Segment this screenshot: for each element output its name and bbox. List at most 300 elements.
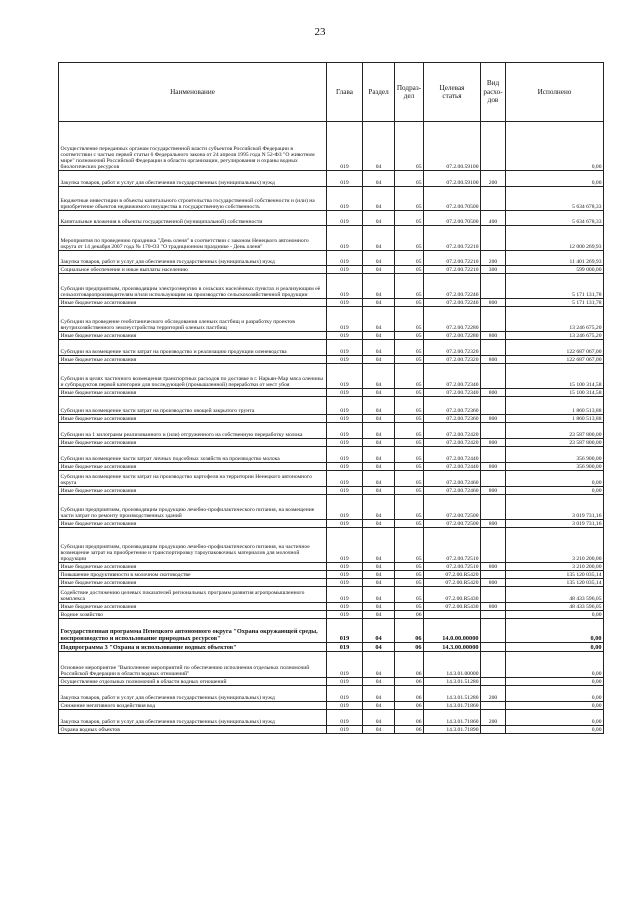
cell-executed: 3 019 731,16 — [506, 520, 604, 528]
cell-razdel: 04 — [363, 251, 395, 266]
cell-expense-type — [481, 643, 506, 652]
cell-podrazdel: 06 — [395, 611, 424, 619]
table-row — [59, 603, 604, 611]
cell-razdel: 04 — [363, 332, 395, 340]
cell-expense-type: 800 — [481, 389, 506, 397]
cell-glava: 019 — [327, 528, 363, 563]
cell-podrazdel: 05 — [395, 340, 424, 356]
cell-executed: 356 900,00 — [506, 447, 604, 463]
table-row — [59, 171, 604, 187]
cell-glava: 019 — [327, 520, 363, 528]
cell-expense-type — [481, 447, 506, 463]
cell-glava: 019 — [327, 423, 363, 439]
cell-podrazdel: 05 — [395, 439, 424, 447]
cell-podrazdel: 05 — [395, 528, 424, 563]
cell-executed: 13 246 675,20 — [506, 332, 604, 340]
cell-podrazdel: 05 — [395, 487, 424, 495]
cell-executed: 0,00 — [506, 686, 604, 702]
table-row — [59, 251, 604, 266]
cell-razdel: 04 — [363, 274, 395, 299]
cell-name: Закупка товаров, работ и услуг для обеспечения государственных (муниципальных) нужд — [59, 710, 327, 726]
cell-name: Иные бюджетные ассигнования — [59, 299, 327, 307]
cell-target-article: 07.2.00.R5420 — [424, 571, 481, 579]
cell-executed: 5 171 131,78 — [506, 274, 604, 299]
cell-podrazdel: 05 — [395, 495, 424, 520]
cell-expense-type — [481, 397, 506, 415]
cell-glava: 019 — [327, 389, 363, 397]
table-row — [59, 439, 604, 447]
cell-podrazdel: 06 — [395, 726, 424, 734]
table-row — [59, 471, 604, 487]
cell-target-article: 07.2.00.72460 — [424, 471, 481, 487]
cell-glava: 019 — [327, 251, 363, 266]
cell-name: Закупка товаров, работ и услуг для обеспечения государственных (муниципальных) нужд — [59, 686, 327, 702]
cell-glava: 019 — [327, 340, 363, 356]
cell-razdel: 04 — [363, 187, 395, 211]
cell-expense-type — [481, 226, 506, 251]
cell-podrazdel: 05 — [395, 571, 424, 579]
cell-podrazdel: 05 — [395, 447, 424, 463]
table-row — [59, 415, 604, 423]
cell-expense-type — [481, 528, 506, 563]
cell-glava: 019 — [327, 299, 363, 307]
table-row — [59, 619, 604, 643]
cell-glava: 019 — [327, 571, 363, 579]
cell-target-article: 07.2.00.72460 — [424, 487, 481, 495]
cell-executed: 5 171 131,78 — [506, 299, 604, 307]
cell-target-article: 07.2.00.72320 — [424, 356, 481, 364]
cell-podrazdel: 05 — [395, 415, 424, 423]
cell-executed: 599 000,00 — [506, 266, 604, 274]
table-row — [59, 122, 604, 171]
cell-executed: 1 860 513,88 — [506, 415, 604, 423]
table-row — [59, 571, 604, 579]
cell-target-article: 07.2.00.72280 — [424, 332, 481, 340]
cell-executed: 0,00 — [506, 171, 604, 187]
cell-target-article: 07.2.00.72420 — [424, 439, 481, 447]
cell-expense-type — [481, 571, 506, 579]
cell-executed: 1 860 513,88 — [506, 397, 604, 415]
cell-podrazdel: 05 — [395, 587, 424, 603]
cell-glava: 019 — [327, 307, 363, 332]
cell-name: Иные бюджетные ассигнования — [59, 487, 327, 495]
cell-name: Основное мероприятие "Выполнение мероприятий по обеспечению исполнения отдельных полномочий Российской Федерации в области водных отношений" — [59, 652, 327, 678]
cell-razdel: 04 — [363, 619, 395, 643]
table-row — [59, 678, 604, 686]
cell-target-article: 07.2.00.59100 — [424, 122, 481, 171]
cell-target-article: 07.2.00.72340 — [424, 389, 481, 397]
header-podrazdel: Подраз- дел — [395, 63, 424, 122]
cell-podrazdel: 05 — [395, 356, 424, 364]
cell-razdel: 04 — [363, 397, 395, 415]
cell-name: Осуществление переданных органам государственной власти субъектов Российской Федерации в соответствии с частью первой статьи 6 Федерального закона от 24 апреля 1995 года N 52-ФЗ "О животном мире" полномочий Российской Федерации в области организации, регулирования и охраны водных биологических ресурсов — [59, 122, 327, 171]
table-row — [59, 487, 604, 495]
cell-glava: 019 — [327, 643, 363, 652]
table-row — [59, 226, 604, 251]
table-row — [59, 643, 604, 652]
cell-expense-type — [481, 423, 506, 439]
cell-razdel: 04 — [363, 447, 395, 463]
table-row — [59, 364, 604, 389]
cell-expense-type — [481, 122, 506, 171]
cell-name: Закупка товаров, работ и услуг для обеспечения государственных (муниципальных) нужд — [59, 171, 327, 187]
cell-executed: 3 019 731,16 — [506, 495, 604, 520]
cell-razdel: 04 — [363, 528, 395, 563]
cell-expense-type: 800 — [481, 439, 506, 447]
cell-target-article: 07.2.00.70500 — [424, 187, 481, 211]
header-expense-type: Вид расхо- дов — [481, 63, 506, 122]
header-glava: Глава — [327, 63, 363, 122]
cell-target-article: 14.3.01.51280 — [424, 678, 481, 686]
header-target-article: Целевая статья — [424, 63, 481, 122]
cell-glava: 019 — [327, 187, 363, 211]
cell-razdel: 04 — [363, 702, 395, 710]
cell-expense-type — [481, 187, 506, 211]
cell-razdel: 04 — [363, 299, 395, 307]
cell-glava: 019 — [327, 579, 363, 587]
table-body — [59, 122, 604, 734]
cell-expense-type: 800 — [481, 356, 506, 364]
cell-executed: 0,00 — [506, 619, 604, 643]
cell-glava: 019 — [327, 226, 363, 251]
table-row — [59, 520, 604, 528]
cell-expense-type: 800 — [481, 563, 506, 571]
cell-executed: 5 634 678,33 — [506, 211, 604, 226]
cell-target-article — [424, 611, 481, 619]
cell-executed: 0,00 — [506, 471, 604, 487]
cell-expense-type: 800 — [481, 299, 506, 307]
cell-expense-type: 200 — [481, 710, 506, 726]
cell-expense-type — [481, 495, 506, 520]
cell-expense-type: 200 — [481, 251, 506, 266]
cell-executed: 15 100 314,58 — [506, 364, 604, 389]
cell-target-article: 07.2.00.72340 — [424, 364, 481, 389]
cell-target-article: 07.2.00.72240 — [424, 299, 481, 307]
table-row — [59, 495, 604, 520]
cell-name: Субсидии в целях частичного возмещения транспортных расходов по доставке в г. Нарьян-Мар мяса оленины и субпродуктов первой категории для последующей (промышленной) переработки от мест убоя — [59, 364, 327, 389]
cell-glava: 019 — [327, 487, 363, 495]
cell-target-article: 07.2.00.72500 — [424, 520, 481, 528]
cell-podrazdel: 06 — [395, 710, 424, 726]
cell-expense-type — [481, 702, 506, 710]
cell-razdel: 04 — [363, 171, 395, 187]
cell-executed: 0,00 — [506, 487, 604, 495]
cell-target-article: 07.2.00.72510 — [424, 563, 481, 571]
cell-podrazdel: 05 — [395, 389, 424, 397]
table-row — [59, 211, 604, 226]
cell-target-article: 07.2.00.72500 — [424, 495, 481, 520]
cell-razdel: 04 — [363, 122, 395, 171]
cell-executed: 356 900,00 — [506, 463, 604, 471]
cell-glava: 019 — [327, 611, 363, 619]
cell-name: Иные бюджетные ассигнования — [59, 520, 327, 528]
cell-glava: 019 — [327, 171, 363, 187]
table-row — [59, 332, 604, 340]
cell-expense-type — [481, 611, 506, 619]
cell-target-article: 07.2.00.72420 — [424, 423, 481, 439]
table-row — [59, 611, 604, 619]
table-row — [59, 563, 604, 571]
cell-razdel: 04 — [363, 364, 395, 389]
cell-target-article: 14.3.01.71860 — [424, 710, 481, 726]
table-row — [59, 463, 604, 471]
table-row — [59, 587, 604, 603]
cell-name: Субсидии предприятиям, производящим продукцию лечебно-профилактического питания, на возмещение части затрат по ремонту производственных зданий — [59, 495, 327, 520]
cell-razdel: 04 — [363, 211, 395, 226]
cell-razdel: 04 — [363, 571, 395, 579]
cell-name: Иные бюджетные ассигнования — [59, 389, 327, 397]
cell-podrazdel: 05 — [395, 307, 424, 332]
cell-expense-type: 400 — [481, 211, 506, 226]
cell-name: Субсидии на возмещение части затрат на производство картофеля на территории Ненецкого автономного округа — [59, 471, 327, 487]
cell-executed: 135 120 035,14 — [506, 571, 604, 579]
cell-razdel: 04 — [363, 415, 395, 423]
table-row — [59, 702, 604, 710]
cell-glava: 019 — [327, 678, 363, 686]
table-row — [59, 423, 604, 439]
cell-razdel: 04 — [363, 652, 395, 678]
cell-name: Закупка товаров, работ и услуг для обеспечения государственных (муниципальных) нужд — [59, 251, 327, 266]
cell-executed: 122 687 067,00 — [506, 340, 604, 356]
cell-razdel: 04 — [363, 587, 395, 603]
table-row — [59, 356, 604, 364]
cell-glava: 019 — [327, 603, 363, 611]
cell-podrazdel: 05 — [395, 471, 424, 487]
cell-glava: 019 — [327, 122, 363, 171]
cell-razdel: 04 — [363, 439, 395, 447]
cell-glava: 019 — [327, 397, 363, 415]
cell-target-article: 07.2.00.72210 — [424, 226, 481, 251]
cell-razdel: 04 — [363, 487, 395, 495]
cell-glava: 019 — [327, 587, 363, 603]
cell-razdel: 04 — [363, 643, 395, 652]
table-row — [59, 528, 604, 563]
cell-executed: 0,00 — [506, 710, 604, 726]
cell-expense-type — [481, 364, 506, 389]
cell-name: Иные бюджетные ассигнования — [59, 332, 327, 340]
cell-target-article: 07.2.00.72360 — [424, 415, 481, 423]
cell-name: Иные бюджетные ассигнования — [59, 415, 327, 423]
cell-glava: 019 — [327, 463, 363, 471]
cell-razdel: 04 — [363, 579, 395, 587]
cell-razdel: 04 — [363, 307, 395, 332]
cell-expense-type: 800 — [481, 520, 506, 528]
cell-podrazdel: 05 — [395, 266, 424, 274]
cell-executed: 12 000 269,93 — [506, 226, 604, 251]
cell-glava: 019 — [327, 266, 363, 274]
cell-name: Субсидии на возмещение части затрат на производство и реализацию продукции оленеводства — [59, 340, 327, 356]
cell-podrazdel: 05 — [395, 520, 424, 528]
cell-podrazdel: 05 — [395, 364, 424, 389]
cell-razdel: 04 — [363, 686, 395, 702]
cell-target-article: 14.0.00.00000 — [424, 619, 481, 643]
cell-podrazdel: 06 — [395, 652, 424, 678]
cell-razdel: 04 — [363, 340, 395, 356]
cell-expense-type — [481, 307, 506, 332]
cell-target-article: 07.2.00.R5430 — [424, 587, 481, 603]
cell-name: Государственная программа Ненецкого автономного округа "Охрана окружающей среды, воспроизводство и использование природных ресурсов" — [59, 619, 327, 643]
cell-razdel: 04 — [363, 389, 395, 397]
cell-target-article: 14.3.01.00000 — [424, 652, 481, 678]
table-row — [59, 299, 604, 307]
table-row — [59, 397, 604, 415]
table-row — [59, 307, 604, 332]
cell-glava: 019 — [327, 274, 363, 299]
cell-razdel: 04 — [363, 495, 395, 520]
cell-podrazdel: 05 — [395, 187, 424, 211]
cell-target-article: 07.2.00.72210 — [424, 266, 481, 274]
cell-podrazdel: 05 — [395, 423, 424, 439]
cell-expense-type — [481, 340, 506, 356]
cell-target-article: 07.2.00.59100 — [424, 171, 481, 187]
cell-podrazdel: 05 — [395, 251, 424, 266]
cell-expense-type: 800 — [481, 579, 506, 587]
cell-name: Иные бюджетные ассигнования — [59, 439, 327, 447]
table-row — [59, 579, 604, 587]
cell-executed: 135 120 035,14 — [506, 579, 604, 587]
cell-expense-type — [481, 678, 506, 686]
cell-name: Субсидии на возмещение части затрат на производство овощей закрытого грунта — [59, 397, 327, 415]
cell-glava: 019 — [327, 686, 363, 702]
cell-expense-type — [481, 726, 506, 734]
table-row — [59, 710, 604, 726]
cell-name: Осуществление отдельных полномочий в области водных отношений — [59, 678, 327, 686]
table-header-row — [59, 63, 604, 122]
cell-razdel: 04 — [363, 726, 395, 734]
cell-expense-type: 800 — [481, 463, 506, 471]
cell-razdel: 04 — [363, 356, 395, 364]
cell-executed: 0,00 — [506, 678, 604, 686]
cell-glava: 019 — [327, 702, 363, 710]
cell-executed: 0,00 — [506, 726, 604, 734]
cell-podrazdel: 06 — [395, 702, 424, 710]
cell-podrazdel: 05 — [395, 211, 424, 226]
cell-podrazdel: 05 — [395, 603, 424, 611]
cell-podrazdel: 06 — [395, 686, 424, 702]
cell-name: Содействие достижению целевых показателей региональных программ развития агропромышленного комплекса — [59, 587, 327, 603]
table-row — [59, 187, 604, 211]
cell-executed: 5 634 678,33 — [506, 187, 604, 211]
cell-podrazdel: 05 — [395, 332, 424, 340]
table-row — [59, 389, 604, 397]
table-row — [59, 686, 604, 702]
cell-target-article: 07.2.00.70500 — [424, 211, 481, 226]
cell-executed: 122 687 067,00 — [506, 356, 604, 364]
cell-name: Субсидии предприятиям, производящим электроэнергию в сельских населённых пунктах и реализующим её сельхозтоваропроизводителям и/или использующим на производство сельскохозяйственной продукции — [59, 274, 327, 299]
cell-name: Подпрограмма 3 "Охрана и использование водных объектов" — [59, 643, 327, 652]
cell-target-article: 07.2.00.72440 — [424, 447, 481, 463]
cell-target-article: 07.2.00.72210 — [424, 251, 481, 266]
cell-podrazdel: 06 — [395, 643, 424, 652]
cell-expense-type — [481, 619, 506, 643]
cell-expense-type: 300 — [481, 266, 506, 274]
cell-name: Субсидии на возмещение части затрат личных подсобных хозяйств на производство молока — [59, 447, 327, 463]
cell-executed: 0,00 — [506, 702, 604, 710]
cell-name: Повышение продуктивности в молочном скотоводстве — [59, 571, 327, 579]
cell-executed: 23 587 800,00 — [506, 423, 604, 439]
cell-podrazdel: 05 — [395, 579, 424, 587]
cell-expense-type — [481, 587, 506, 603]
cell-razdel: 04 — [363, 423, 395, 439]
cell-podrazdel: 05 — [395, 274, 424, 299]
cell-expense-type — [481, 274, 506, 299]
table-row — [59, 274, 604, 299]
cell-target-article: 07.2.00.72280 — [424, 307, 481, 332]
cell-podrazdel: 05 — [395, 463, 424, 471]
cell-target-article: 14.3.01.71860 — [424, 702, 481, 710]
cell-target-article: 07.2.00.R5420 — [424, 579, 481, 587]
cell-target-article: 07.2.00.R5430 — [424, 603, 481, 611]
cell-expense-type — [481, 471, 506, 487]
cell-razdel: 04 — [363, 471, 395, 487]
cell-executed: 0,00 — [506, 611, 604, 619]
cell-expense-type: 800 — [481, 487, 506, 495]
cell-glava: 019 — [327, 710, 363, 726]
header-executed: Исполнено — [506, 63, 604, 122]
cell-podrazdel: 05 — [395, 171, 424, 187]
cell-glava: 019 — [327, 439, 363, 447]
cell-target-article: 14.3.01.51280 — [424, 686, 481, 702]
cell-name: Иные бюджетные ассигнования — [59, 579, 327, 587]
cell-executed: 48 433 596,05 — [506, 587, 604, 603]
table-row — [59, 340, 604, 356]
cell-glava: 019 — [327, 211, 363, 226]
cell-executed: 0,00 — [506, 652, 604, 678]
cell-razdel: 04 — [363, 710, 395, 726]
cell-target-article: 07.2.00.72320 — [424, 340, 481, 356]
cell-glava: 019 — [327, 332, 363, 340]
header-name: Наименование — [59, 63, 327, 122]
cell-name: Бюджетные инвестиции в объекты капитального строительства государственной собственности и (или) на приобретение объектов недвижимого имущества в государственную собственность — [59, 187, 327, 211]
cell-name: Субсидии на 1 килограмм реализованного и (или) отгруженного на собственную переработку молока — [59, 423, 327, 439]
cell-name: Субсидии предприятиям, производящим продукцию лечебно-профилактического питания, на частичное возмещение затрат на приобретение и транспортировку тароупаковочных материалов для молочной продукции — [59, 528, 327, 563]
cell-podrazdel: 05 — [395, 122, 424, 171]
cell-glava: 019 — [327, 356, 363, 364]
cell-glava: 019 — [327, 415, 363, 423]
table-row — [59, 652, 604, 678]
cell-podrazdel: 05 — [395, 299, 424, 307]
cell-name: Мероприятия по проведению праздника "День оленя" в соответствии с законом Ненецкого автономного округа от 14 декабря 2007 года № 170-ОЗ "О традиционном празднике - День оленя" — [59, 226, 327, 251]
cell-expense-type: 200 — [481, 686, 506, 702]
cell-podrazdel: 06 — [395, 619, 424, 643]
cell-name: Иные бюджетные ассигнования — [59, 603, 327, 611]
cell-target-article: 14.3.00.00000 — [424, 643, 481, 652]
table-row — [59, 726, 604, 734]
cell-executed: 0,00 — [506, 643, 604, 652]
cell-razdel: 04 — [363, 678, 395, 686]
cell-glava: 019 — [327, 447, 363, 463]
cell-executed: 23 587 800,00 — [506, 439, 604, 447]
cell-glava: 019 — [327, 726, 363, 734]
cell-razdel: 04 — [363, 563, 395, 571]
cell-name: Иные бюджетные ассигнования — [59, 563, 327, 571]
cell-razdel: 04 — [363, 611, 395, 619]
cell-razdel: 04 — [363, 603, 395, 611]
cell-name: Субсидии на проведение геоботанического обследования оленьих пастбищ и разработку проектов внутрихозяйственного землеустройства территорий оленьих пастбищ — [59, 307, 327, 332]
cell-executed: 13 246 675,20 — [506, 307, 604, 332]
cell-expense-type: 800 — [481, 332, 506, 340]
header-razdel: Раздел — [363, 63, 395, 122]
cell-target-article: 07.2.00.72510 — [424, 528, 481, 563]
cell-podrazdel: 05 — [395, 397, 424, 415]
cell-glava: 019 — [327, 619, 363, 643]
cell-executed: 15 100 314,58 — [506, 389, 604, 397]
cell-name: Снижение негативного воздействия вод — [59, 702, 327, 710]
cell-razdel: 04 — [363, 520, 395, 528]
budget-table — [58, 62, 604, 734]
cell-target-article: 07.2.00.72240 — [424, 274, 481, 299]
page-number: 23 — [314, 26, 326, 38]
